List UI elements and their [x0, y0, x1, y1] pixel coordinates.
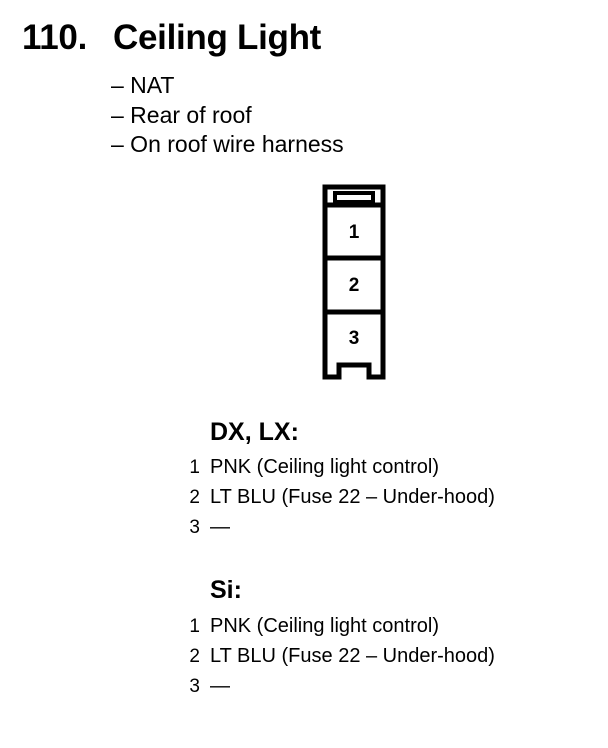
connector-diagram	[320, 183, 390, 383]
pin-description: PNK (Ceiling light control)	[210, 615, 439, 637]
connector-pin-1-label: 1	[348, 222, 360, 243]
pin-number: 1	[189, 457, 200, 478]
connector-pin-3-label: 3	[348, 328, 360, 349]
note-connector-type: – NAT	[111, 72, 175, 98]
connector-latch	[335, 193, 373, 202]
title-number: 110.	[22, 18, 87, 57]
location-notes	[111, 71, 344, 160]
pin-description: LT BLU (Fuse 22 – Under-hood)	[210, 645, 495, 667]
title-text: Ceiling Light	[113, 18, 322, 57]
pin-number: 3	[189, 676, 200, 697]
note-location: – Rear of roof	[111, 101, 252, 128]
section-heading-si: Si:	[210, 576, 242, 604]
section-heading-dx-lx: DX, LX:	[210, 418, 299, 446]
pin-description: LT BLU (Fuse 22 – Under-hood)	[210, 486, 495, 508]
pin-number: 3	[189, 517, 200, 538]
pin-description: PNK (Ceiling light control)	[210, 456, 439, 478]
connector-pin-2-label: 2	[348, 275, 360, 296]
note-harness: – On roof wire harness	[111, 131, 344, 157]
pin-number: 2	[189, 487, 200, 508]
pin-number: 1	[189, 616, 200, 637]
pin-description: —	[210, 516, 230, 538]
pin-description: —	[210, 675, 230, 697]
pin-number: 2	[189, 646, 200, 667]
